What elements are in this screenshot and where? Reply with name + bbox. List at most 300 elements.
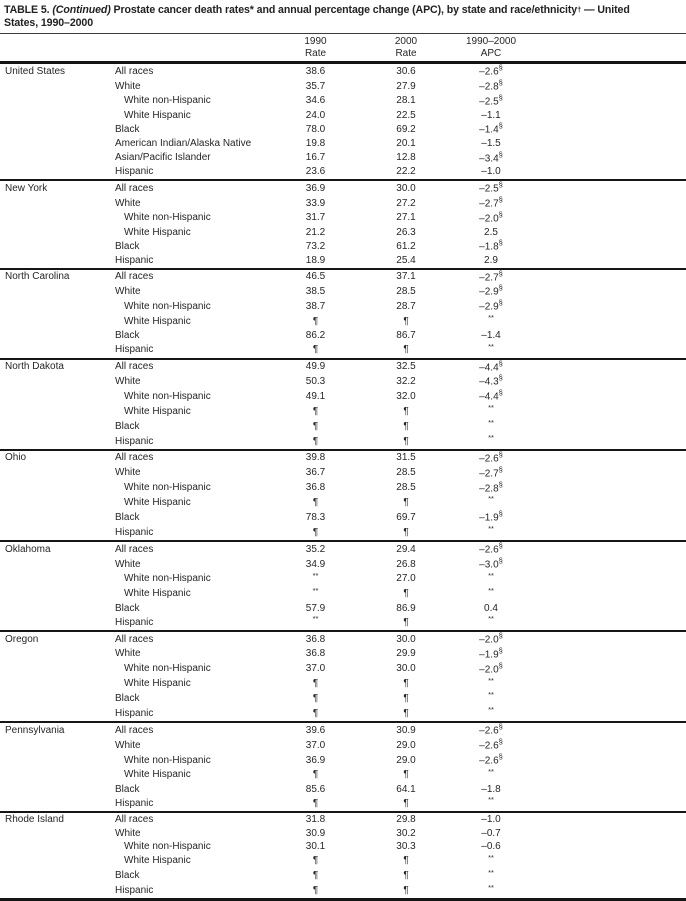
rate-2000-cell: 32.0	[396, 390, 416, 402]
apc-cell: –2.0§	[479, 661, 503, 676]
apc-cell: –0.7	[481, 827, 501, 839]
spacer-cell	[518, 329, 686, 343]
title-main-text: Prostate cancer death rates* and annual percentage change (APC), by state and race/ethnicity	[110, 4, 578, 16]
spacer-cell	[518, 840, 686, 854]
page-title	[0, 3, 686, 32]
state-cell	[0, 109, 113, 123]
rate-2000-cell: 22.5	[396, 109, 416, 121]
empty-header-cell	[113, 48, 283, 63]
state-cell	[0, 510, 113, 525]
rate-2000-cell: 61.2	[396, 240, 416, 252]
rate-1990-cell: **	[312, 586, 319, 595]
state-cell	[0, 374, 113, 389]
empty-header-cell	[518, 34, 686, 48]
apc-cell: –1.0	[464, 812, 518, 827]
rate-1990-cell: 37.0	[305, 663, 326, 675]
apc-cell: –2.5§	[464, 180, 518, 196]
apc-cell: **	[488, 853, 494, 862]
table-row	[0, 706, 686, 722]
apc-cell: –2.9§	[479, 284, 503, 298]
table-row	[0, 180, 686, 196]
rate-1990-cell: 36.9	[283, 180, 348, 196]
spacer-cell	[518, 343, 686, 359]
table-row	[0, 239, 686, 254]
apc-cell: **	[488, 796, 494, 805]
table-row	[0, 226, 686, 240]
rate-1990-cell: 36.7	[305, 467, 326, 479]
spacer-cell	[518, 812, 686, 827]
rate-2000-cell: 30.0	[396, 663, 416, 675]
spacer-cell	[518, 738, 686, 753]
state-cell	[0, 299, 113, 314]
header-row-year	[0, 34, 686, 48]
apc-cell: –4.3§	[479, 374, 503, 388]
race-ethnicity-label: Hispanic	[115, 707, 154, 719]
race-ethnicity-label: White non-Hispanic	[124, 301, 211, 313]
spacer-cell	[518, 768, 686, 783]
rate-2000-cell: 28.5	[396, 286, 416, 298]
race-ethnicity-label: Hispanic	[115, 435, 154, 447]
col-header-2000: 2000	[394, 36, 418, 47]
apc-cell: –1.4	[481, 330, 501, 342]
table-row	[0, 94, 686, 109]
table-row	[0, 722, 686, 738]
table-row	[0, 450, 686, 466]
apc-cell: **	[488, 433, 494, 442]
spacer-cell	[518, 557, 686, 572]
table-row	[0, 79, 686, 94]
state-cell: Rhode Island	[0, 812, 113, 827]
spacer-cell	[518, 434, 686, 450]
race-ethnicity-label: White	[115, 80, 141, 92]
race-ethnicity-label: All races	[113, 541, 283, 557]
rate-2000-cell: ¶	[403, 870, 409, 882]
rate-1990-cell: 85.6	[305, 783, 326, 795]
table-row	[0, 869, 686, 884]
apc-cell: –1.8§	[479, 239, 503, 253]
state-cell	[0, 94, 113, 109]
table-row	[0, 557, 686, 572]
race-ethnicity-label: All races	[113, 722, 283, 738]
state-cell	[0, 587, 113, 602]
state-cell	[0, 419, 113, 434]
apc-cell: –2.6§	[479, 738, 503, 752]
title-line-1	[4, 4, 682, 17]
table-row	[0, 165, 686, 180]
race-ethnicity-label: All races	[113, 631, 283, 647]
rate-2000-cell: 29.4	[348, 541, 464, 557]
rate-1990-cell: 31.8	[283, 812, 348, 827]
spacer-cell	[518, 196, 686, 211]
rate-1990-cell: 31.7	[305, 212, 326, 224]
race-ethnicity-label: Black	[115, 602, 140, 614]
state-cell	[0, 137, 113, 151]
state-cell	[0, 404, 113, 419]
rate-2000-cell: ¶	[403, 797, 409, 809]
state-cell	[0, 854, 113, 869]
table-row	[0, 572, 686, 587]
race-ethnicity-label: Asian/Pacific Islander	[115, 152, 211, 164]
spacer-cell	[518, 389, 686, 404]
apc-cell: –2.9§	[479, 299, 503, 313]
race-ethnicity-label: All races	[113, 450, 283, 466]
table-row	[0, 466, 686, 481]
spacer-cell	[518, 122, 686, 137]
table-row	[0, 783, 686, 797]
spacer-cell	[518, 404, 686, 419]
spacer-cell	[518, 254, 686, 269]
race-ethnicity-label: White	[115, 558, 141, 570]
rate-2000-cell: ¶	[403, 588, 409, 600]
state-cell	[0, 602, 113, 616]
apc-cell: –2.8§	[479, 78, 503, 93]
spacer-cell	[518, 541, 686, 557]
empty-header-cell	[518, 48, 686, 63]
apc-cell: –2.6§	[479, 63, 503, 78]
apc-cell: –1.1	[481, 109, 501, 121]
header-row-measure	[0, 48, 686, 63]
table-row	[0, 314, 686, 329]
table-row	[0, 677, 686, 692]
rate-2000-cell: ¶	[403, 344, 409, 356]
spacer-cell	[518, 854, 686, 869]
apc-cell: **	[488, 404, 494, 413]
spacer-cell	[518, 510, 686, 525]
rate-2000-cell: 64.1	[396, 783, 416, 795]
spacer-cell	[518, 239, 686, 254]
apc-cell: –1.9§	[479, 510, 503, 524]
race-ethnicity-label: White Hispanic	[124, 588, 191, 600]
state-cell	[0, 165, 113, 180]
rate-1990-cell: ¶	[312, 678, 319, 690]
state-cell	[0, 211, 113, 226]
state-cell	[0, 869, 113, 884]
race-ethnicity-label: White non-Hispanic	[124, 95, 211, 107]
table-row	[0, 329, 686, 343]
state-cell	[0, 677, 113, 692]
state-cell	[0, 783, 113, 797]
rate-2000-cell: 28.5	[396, 482, 416, 494]
table-row	[0, 631, 686, 647]
rate-1990-cell: ¶	[312, 497, 319, 509]
spacer-cell	[518, 137, 686, 151]
state-cell: New York	[0, 180, 113, 196]
rate-2000-cell: 86.9	[396, 602, 416, 614]
apc-cell: –1.4§	[479, 122, 503, 136]
rate-1990-cell: 34.9	[305, 558, 326, 570]
spacer-cell	[518, 662, 686, 677]
race-ethnicity-label: White non-Hispanic	[124, 482, 211, 494]
state-cell	[0, 122, 113, 137]
race-ethnicity-label: White Hispanic	[124, 109, 191, 121]
rate-2000-cell: ¶	[403, 405, 409, 417]
spacer-cell	[518, 602, 686, 616]
rate-2000-cell: ¶	[403, 885, 409, 897]
race-ethnicity-label: White Hispanic	[124, 855, 191, 867]
table-body	[0, 63, 686, 900]
table-row	[0, 854, 686, 869]
apc-cell: –1.5	[481, 138, 501, 150]
table-row	[0, 434, 686, 450]
rate-2000-cell: ¶	[403, 616, 409, 628]
spacer-cell	[518, 495, 686, 510]
table-row	[0, 662, 686, 677]
rate-2000-cell: 30.2	[396, 827, 416, 839]
rate-2000-cell: 31.5	[348, 450, 464, 466]
race-ethnicity-label: Hispanic	[115, 885, 154, 897]
spacer-cell	[518, 165, 686, 180]
race-ethnicity-label: Hispanic	[115, 344, 154, 356]
apc-cell: –1.8	[481, 783, 501, 795]
rate-1990-cell: ¶	[312, 885, 319, 897]
table-row	[0, 495, 686, 510]
apc-cell: **	[488, 495, 494, 504]
spacer-cell	[518, 359, 686, 375]
race-ethnicity-label: White non-Hispanic	[124, 841, 211, 853]
apc-cell: –2.0§	[464, 631, 518, 647]
table-row	[0, 419, 686, 434]
apc-cell: **	[488, 525, 494, 534]
apc-cell: **	[488, 767, 494, 776]
table-row	[0, 481, 686, 496]
title-line-2: States, 1990–2000	[4, 17, 94, 29]
dagger-footnote-mark: †	[577, 5, 582, 14]
rate-1990-cell: 46.5	[283, 269, 348, 285]
rate-2000-cell: 29.8	[348, 812, 464, 827]
spacer-cell	[518, 79, 686, 94]
table-row	[0, 691, 686, 706]
rate-2000-cell: 32.2	[396, 376, 416, 388]
rate-1990-cell: 73.2	[305, 240, 326, 252]
spacer-cell	[518, 615, 686, 631]
spacer-cell	[518, 314, 686, 329]
rate-2000-cell: 26.8	[396, 558, 416, 570]
state-cell	[0, 525, 113, 541]
spacer-cell	[518, 151, 686, 166]
rate-2000-cell: ¶	[403, 769, 409, 781]
rate-2000-cell: 12.8	[396, 152, 416, 164]
rate-1990-cell: 50.3	[305, 376, 326, 388]
state-cell	[0, 151, 113, 166]
rate-2000-cell: 27.0	[396, 573, 416, 585]
apc-cell: –2.8§	[479, 480, 503, 494]
state-cell	[0, 647, 113, 662]
race-ethnicity-label: All races	[113, 359, 283, 375]
state-cell: Oklahoma	[0, 541, 113, 557]
empty-header-cell	[113, 34, 283, 48]
rate-1990-cell: 39.8	[283, 450, 348, 466]
table-row	[0, 796, 686, 812]
state-cell	[0, 79, 113, 94]
rate-1990-cell: 33.9	[305, 197, 326, 209]
table-row	[0, 359, 686, 375]
state-cell	[0, 495, 113, 510]
race-ethnicity-label: White	[115, 197, 141, 209]
rate-2000-cell: 25.4	[396, 255, 416, 267]
state-cell: North Carolina	[0, 269, 113, 285]
apc-cell: **	[488, 676, 494, 685]
rate-1990-cell: 30.1	[305, 841, 326, 853]
rate-2000-cell: 32.5	[348, 359, 464, 375]
race-ethnicity-label: White Hispanic	[124, 769, 191, 781]
rate-1990-cell: ¶	[312, 769, 319, 781]
race-ethnicity-label: Black	[115, 870, 140, 882]
race-ethnicity-label: White non-Hispanic	[124, 390, 211, 402]
table-row	[0, 269, 686, 285]
rate-1990-cell: ¶	[312, 315, 319, 327]
apc-cell: –4.4§	[464, 359, 518, 375]
title-continued: (Continued)	[52, 4, 111, 16]
rate-2000-cell: ¶	[403, 497, 409, 509]
state-cell	[0, 196, 113, 211]
apc-cell: **	[488, 615, 494, 624]
race-ethnicity-label: Black	[115, 330, 140, 342]
rate-1990-cell: 16.7	[305, 152, 326, 164]
race-ethnicity-label: White	[115, 286, 141, 298]
rate-2000-cell: 28.1	[396, 95, 416, 107]
spacer-cell	[518, 63, 686, 79]
table-row	[0, 63, 686, 79]
rate-2000-cell: ¶	[403, 435, 409, 447]
rate-1990-cell: 37.0	[305, 739, 326, 751]
apc-cell: 2.9	[484, 255, 498, 267]
rate-1990-cell: 36.8	[283, 631, 348, 647]
apc-cell: –2.7§	[479, 195, 503, 210]
apc-cell: 2.5	[484, 226, 498, 238]
state-cell	[0, 572, 113, 587]
table-row	[0, 374, 686, 389]
state-cell	[0, 753, 113, 768]
rate-1990-cell: 86.2	[305, 330, 326, 342]
rate-1990-cell: 19.8	[305, 138, 326, 150]
rate-1990-cell: 38.6	[305, 65, 326, 77]
table-row	[0, 389, 686, 404]
state-cell	[0, 615, 113, 631]
apc-cell: –2.0§	[479, 210, 503, 225]
state-cell	[0, 343, 113, 359]
spacer-cell	[518, 631, 686, 647]
rate-2000-cell: 22.2	[396, 166, 416, 178]
table-row	[0, 587, 686, 602]
table-row	[0, 884, 686, 900]
rate-1990-cell: ¶	[312, 693, 319, 705]
apc-cell: **	[488, 571, 494, 580]
spacer-cell	[518, 587, 686, 602]
rate-2000-cell: 30.9	[348, 722, 464, 738]
rate-1990-cell: ¶	[312, 344, 319, 356]
apc-cell: –1.9§	[479, 646, 503, 661]
rate-2000-cell: ¶	[403, 315, 409, 327]
table-row	[0, 343, 686, 359]
apc-cell: –2.6§	[464, 450, 518, 466]
rate-1990-cell: ¶	[312, 420, 319, 432]
table-row	[0, 647, 686, 662]
spacer-cell	[518, 647, 686, 662]
apc-cell: –1.0	[481, 166, 501, 178]
race-ethnicity-label: White non-Hispanic	[124, 573, 211, 585]
empty-header-cell	[0, 34, 113, 48]
apc-cell: **	[488, 342, 494, 351]
rate-1990-cell: 78.0	[305, 123, 326, 135]
rate-2000-cell: 30.6	[396, 65, 416, 77]
prostate-cancer-rates-table	[0, 33, 686, 901]
table-row	[0, 196, 686, 211]
rate-2000-cell: 26.3	[396, 226, 416, 238]
state-cell	[0, 481, 113, 496]
state-cell	[0, 434, 113, 450]
apc-cell: **	[488, 883, 494, 892]
rate-1990-cell: 24.0	[305, 109, 326, 121]
state-cell	[0, 706, 113, 722]
spacer-cell	[518, 419, 686, 434]
apc-cell: –3.0§	[479, 556, 503, 571]
spacer-cell	[518, 796, 686, 812]
spacer-cell	[518, 572, 686, 587]
state-cell: United States	[5, 65, 66, 77]
spacer-cell	[518, 450, 686, 466]
spacer-cell	[518, 299, 686, 314]
table-row	[0, 211, 686, 226]
state-cell	[0, 662, 113, 677]
col-header-apc: APC	[480, 47, 502, 59]
state-cell	[0, 796, 113, 812]
state-cell: North Dakota	[0, 359, 113, 375]
rate-1990-cell: 36.8	[305, 648, 326, 660]
rate-2000-cell: 27.2	[396, 197, 416, 209]
spacer-cell	[518, 374, 686, 389]
rate-2000-cell: 69.7	[396, 511, 416, 523]
spacer-cell	[518, 884, 686, 900]
state-cell	[0, 239, 113, 254]
rate-2000-cell: 29.9	[396, 648, 416, 660]
rate-1990-cell: 34.6	[305, 95, 326, 107]
table-row	[0, 738, 686, 753]
table-row	[0, 109, 686, 123]
col-header-1990: 1990	[304, 36, 327, 47]
table-row	[0, 768, 686, 783]
race-ethnicity-label: White non-Hispanic	[124, 754, 211, 766]
rate-2000-cell: 69.2	[396, 123, 416, 135]
col-header-rate-2000: Rate	[395, 47, 417, 59]
table-row	[0, 812, 686, 827]
apc-cell: **	[488, 419, 494, 428]
rate-2000-cell: ¶	[403, 678, 409, 690]
race-ethnicity-label: All races	[113, 269, 283, 285]
rate-1990-cell: ¶	[312, 855, 319, 867]
table-row	[0, 151, 686, 166]
col-header-period: 1990–2000	[465, 36, 517, 47]
apc-cell: 0.4	[484, 602, 498, 614]
spacer-cell	[518, 466, 686, 481]
state-cell: Pennsylvania	[0, 722, 113, 738]
rate-1990-cell: 49.1	[305, 390, 326, 402]
state-cell	[0, 557, 113, 572]
race-ethnicity-label: White	[115, 827, 141, 839]
race-ethnicity-label: Hispanic	[115, 255, 154, 267]
col-header-rate-1990: Rate	[304, 47, 327, 59]
rate-1990-cell: 78.3	[305, 511, 326, 523]
race-ethnicity-label: All races	[113, 180, 283, 196]
rate-1990-cell: 18.9	[305, 255, 326, 267]
rate-2000-cell: 28.5	[396, 467, 416, 479]
rate-1990-cell: ¶	[312, 797, 319, 809]
state-cell	[0, 226, 113, 240]
apc-cell: **	[488, 691, 494, 700]
table-row	[0, 541, 686, 557]
table-row	[0, 404, 686, 419]
state-cell	[0, 389, 113, 404]
rate-2000-cell: 29.0	[396, 739, 416, 751]
